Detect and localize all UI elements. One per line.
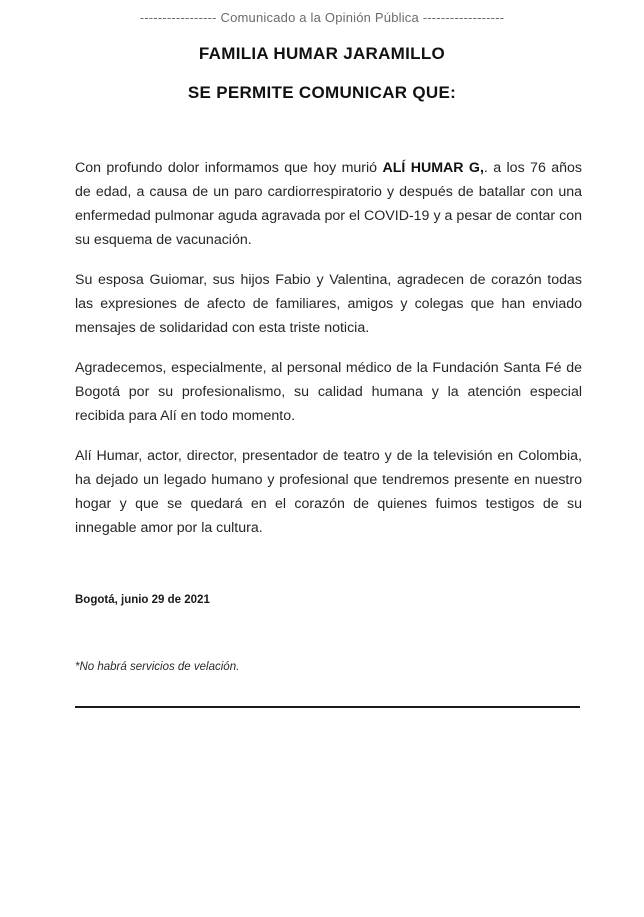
- paragraph-legacy: Alí Humar, actor, director, presentador de teatro y de la televisión en Colombia, ha dejado un legado humano y profesional que tendremos presente en nuestro hogar y que se quedará en el corazón de quienes fuimos testigos de su innegable amor por la cultura.: [75, 448, 582, 536]
- paragraph-announcement: [75, 156, 582, 252]
- communique-header: ----------------- Comunicado a la Opinión Pública ------------------: [139, 10, 505, 25]
- announcement-text-end: . a los 76 años de edad, a causa de un paro cardiorrespiratorio y después de batallar con una enfermedad pulmonar aguda agravada por el COVID-19 y a pesar de contar con su esquema de vacunación.: [75, 160, 582, 248]
- announcement-text-start: Con profundo dolor informamos que hoy murió: [75, 160, 383, 176]
- horizontal-divider: [75, 706, 580, 708]
- date-line: Bogotá, junio 29 de 2021: [75, 594, 210, 606]
- family-title: FAMILIA HUMAR JARAMILLO: [198, 44, 446, 63]
- paragraph-medical-thanks: Agradecemos, especialmente, al personal médico de la Fundación Santa Fé de Bogotá por su profesionalismo, su calidad humana y la atención especial recibida para Alí en todo momento.: [75, 360, 582, 424]
- deceased-name: ALÍ HUMAR G,: [382, 160, 484, 176]
- velation-note: *No habrá servicios de velación.: [75, 661, 240, 673]
- paragraph-family-thanks: Su esposa Guiomar, sus hijos Fabio y Valentina, agradecen de corazón todas las expresiones de afecto de familiares, amigos y colegas que han enviado mensajes de solidaridad con esta triste noticia.: [75, 272, 582, 336]
- announcement-subtitle: SE PERMITE COMUNICAR QUE:: [187, 83, 457, 102]
- communique-body: [75, 156, 582, 556]
